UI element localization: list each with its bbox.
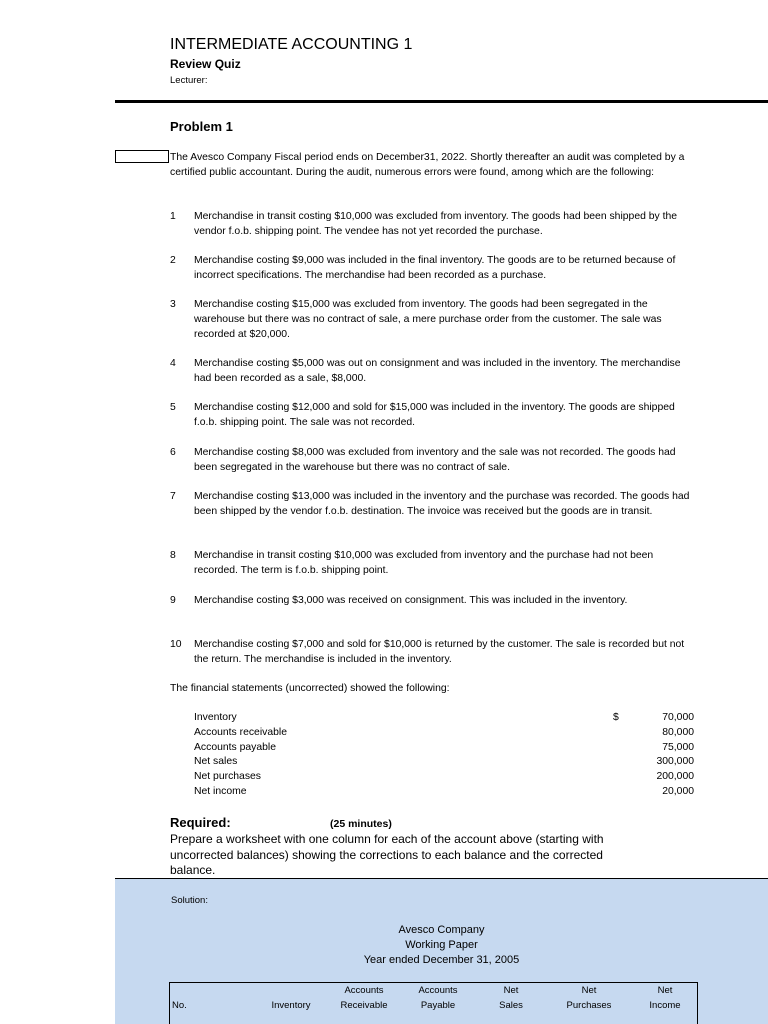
error-item-text: Merchandise costing $15,000 was excluded from inventory. The goods had been segregated in the warehouse but there was no contract of sale, a mere purchase order from the customer. The sale was recorded at $20,000. bbox=[194, 299, 662, 340]
financial-value: 20,000 bbox=[662, 786, 694, 797]
col-ni-top: Net bbox=[657, 985, 673, 996]
financial-label: Accounts payable bbox=[194, 741, 277, 753]
currency-symbol: $ bbox=[613, 712, 619, 723]
financial-row bbox=[194, 756, 694, 771]
error-item-number: 2 bbox=[170, 255, 176, 266]
col-inventory: Inventory bbox=[271, 1000, 311, 1011]
col-ar-top: Accounts bbox=[344, 985, 384, 996]
financial-value: 80,000 bbox=[662, 726, 694, 738]
financial-row bbox=[194, 786, 694, 801]
financial-row bbox=[194, 771, 694, 786]
document-subtitle: Review Quiz bbox=[170, 57, 241, 71]
error-item-text: Merchandise costing $13,000 was included in the inventory and the purchase was recorded. The goods had been shipped by the vendor f.o.b. destination. The invoice was received but the goods are in transit. bbox=[194, 491, 690, 517]
financial-value: 70,000 bbox=[662, 712, 694, 723]
financial-label: Net sales bbox=[194, 756, 238, 768]
problem-intro: The Avesco Company Fiscal period ends on December31, 2022. Shortly thereafter an audit was completed by a certified public accountant. During the audit, numerous errors were found, among which are the following: bbox=[170, 152, 685, 178]
col-no: No. bbox=[172, 1000, 187, 1011]
financial-value: 200,000 bbox=[656, 771, 694, 783]
col-np-top: Net bbox=[581, 985, 597, 996]
required-time: (25 minutes) bbox=[330, 818, 392, 830]
document-title: INTERMEDIATE ACCOUNTING 1 bbox=[170, 36, 413, 53]
solution-doc: Working Paper bbox=[405, 939, 478, 951]
error-item-number: 6 bbox=[170, 447, 176, 458]
header-divider bbox=[115, 100, 768, 103]
error-item-number: 5 bbox=[170, 402, 176, 413]
error-item-text: Merchandise costing $9,000 was included in the final inventory. The goods are to be returned because of incorrect specifications. The merchandise had been recorded as a purchase. bbox=[194, 255, 676, 281]
financial-row bbox=[194, 742, 694, 757]
worksheet-table bbox=[169, 982, 698, 1024]
error-item-text: Merchandise costing $5,000 was out on consignment and was included in the inventory. The merchandise had been recorded as a sale, $8,000. bbox=[194, 358, 681, 384]
required-text: Prepare a worksheet with one column for each of the account above (starting with uncorrected balances) showing the corrections to each balance and the corrected balance. bbox=[170, 832, 604, 877]
financial-row bbox=[194, 712, 694, 727]
error-item-text: Merchandise costing $8,000 was excluded from inventory and the sale was not recorded. The goods had been segregated in the warehouse but there was no contract of sale. bbox=[194, 447, 676, 473]
solution-label: Solution: bbox=[171, 895, 208, 906]
financial-label: Accounts receivable bbox=[194, 726, 287, 738]
financial-value: 300,000 bbox=[656, 756, 694, 768]
lecturer-label: Lecturer: bbox=[170, 75, 208, 86]
financials-intro: The financial statements (uncorrected) showed the following: bbox=[170, 683, 450, 694]
error-item-number: 7 bbox=[170, 491, 176, 502]
required-heading: Required: bbox=[170, 815, 231, 830]
solution-company: Avesco Company bbox=[398, 924, 485, 936]
col-ap-bottom: Payable bbox=[420, 1000, 456, 1011]
error-item-number: 9 bbox=[170, 595, 176, 606]
col-ni-bottom: Income bbox=[649, 1000, 681, 1011]
col-ns-bottom: Sales bbox=[499, 1000, 523, 1011]
financial-row bbox=[194, 727, 694, 742]
selected-cell[interactable] bbox=[115, 150, 169, 163]
error-item-text: Merchandise in transit costing $10,000 was excluded from inventory and the purchase had not been recorded. The term is f.o.b. shipping point. bbox=[194, 550, 654, 576]
col-ns-top: Net bbox=[503, 985, 519, 996]
error-item-text: Merchandise costing $12,000 and sold for $15,000 was included in the inventory. The goods are shipped f.o.b. shipping point. The sale was not recorded. bbox=[194, 402, 675, 428]
financial-label: Net purchases bbox=[194, 771, 261, 783]
error-item-number: 10 bbox=[170, 639, 182, 650]
financial-label: Net income bbox=[194, 786, 247, 797]
error-item-text: Merchandise costing $7,000 and sold for $10,000 is returned by the customer. The sale is recorded but not the return. The merchandise is included in the inventory. bbox=[194, 639, 685, 665]
error-item-text: Merchandise costing $3,000 was received on consignment. This was included in the inventory. bbox=[194, 595, 628, 606]
financial-value: 75,000 bbox=[662, 741, 694, 753]
error-item-number: 8 bbox=[170, 550, 176, 561]
solution-period: Year ended December 31, 2005 bbox=[363, 954, 520, 966]
col-ar-bottom: Receivable bbox=[340, 1000, 388, 1011]
col-np-bottom: Purchases bbox=[566, 1000, 612, 1011]
financial-label: Inventory bbox=[194, 712, 237, 723]
error-item-number: 4 bbox=[170, 358, 176, 369]
error-item-number: 3 bbox=[170, 299, 176, 310]
problem-heading: Problem 1 bbox=[170, 119, 233, 134]
col-ap-top: Accounts bbox=[418, 985, 458, 996]
error-item-number: 1 bbox=[170, 211, 176, 222]
error-item-text: Merchandise in transit costing $10,000 was excluded from inventory. The goods had been shipped by the vendor f.o.b. shipping point. The vendee has not yet recorded the purchase. bbox=[194, 211, 678, 237]
